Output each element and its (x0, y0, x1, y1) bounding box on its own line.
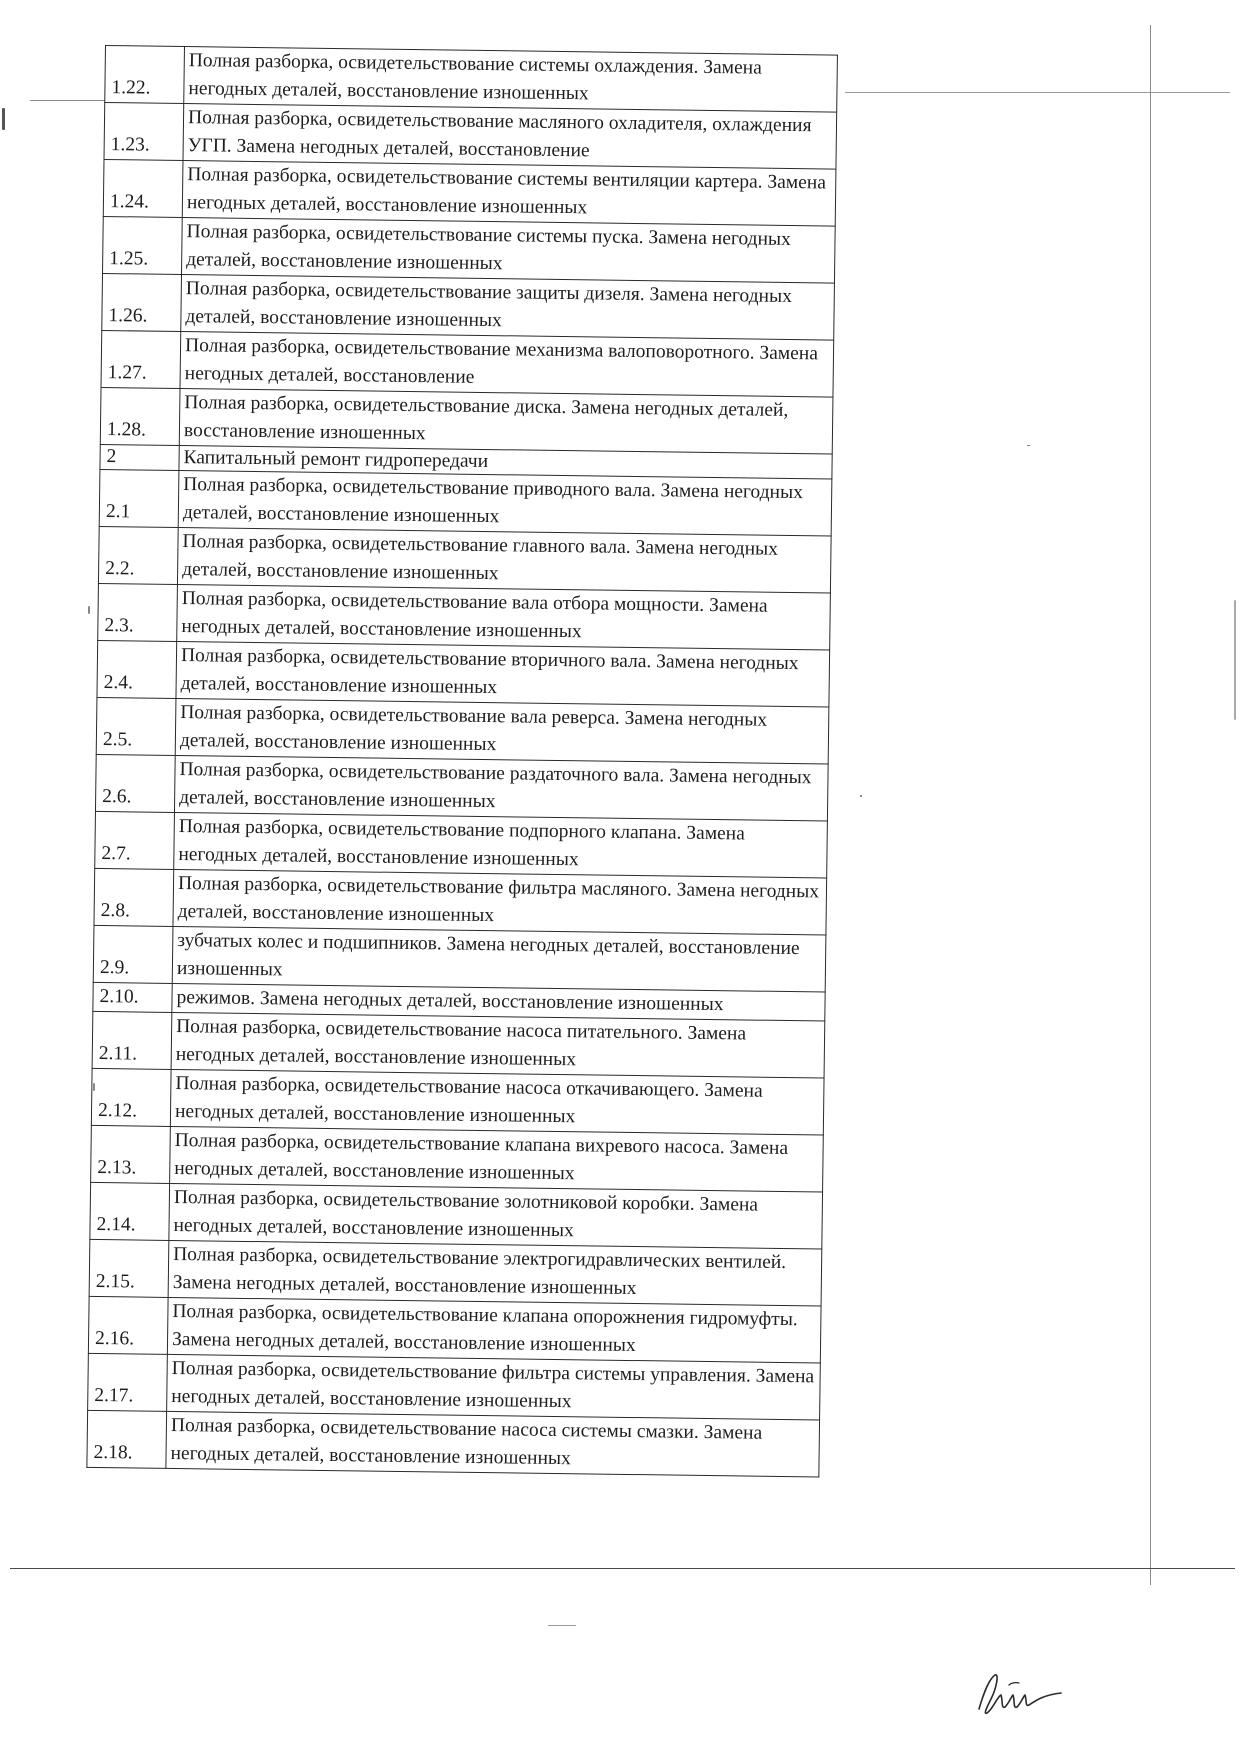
scan-artifact-line-right-top (845, 92, 1230, 93)
scan-artifact-line-top (30, 100, 105, 101)
table-row (92, 1011, 825, 1078)
item-number: 2.10. (93, 982, 172, 1012)
scan-artifact-line-bottom (10, 1568, 1235, 1569)
item-number: 2.11. (92, 1011, 172, 1069)
item-description: Полная разборка, освидетельствование механизма валоповоротного. Замена негодных деталей, восстановление (180, 332, 834, 398)
handwritten-signature-icon (975, 1665, 1065, 1720)
work-items-table (86, 45, 838, 1477)
item-number: 2.16. (88, 1296, 168, 1354)
section-title: Капитальный ремонт гидропередачи (179, 446, 832, 480)
table-row (95, 811, 828, 878)
item-description: Полная разборка, освидетельствование главного вала. Замена негодных деталей, восстановление изношенных (177, 527, 831, 593)
table-row (93, 925, 826, 992)
work-items-table-body (87, 46, 838, 1477)
item-number: 2.3. (98, 583, 178, 641)
scan-speck (1027, 445, 1030, 446)
table-row (101, 330, 834, 397)
item-description: Полная разборка, освидетельствование золотниковой коробки. Замена негодных деталей, восстановление изношенных (169, 1183, 823, 1249)
table-row (102, 273, 835, 340)
table-row (95, 754, 828, 821)
table-row (87, 1410, 820, 1477)
scan-speck (88, 606, 90, 614)
item-number: 2.17. (88, 1353, 168, 1411)
scan-speck (1234, 600, 1236, 720)
item-number: 2.5. (96, 697, 176, 755)
item-description: режимов. Замена негодных деталей, восстановление изношенных (172, 983, 825, 1021)
scan-speck (860, 795, 862, 797)
item-description: Полная разборка, освидетельствование электрогидравлических вентилей. Замена негодных деталей, восстановление изношенных (168, 1240, 822, 1306)
item-description: Полная разборка, освидетельствование приводного вала. Замена негодных деталей, восстановление изношенных (178, 471, 832, 537)
item-description: Полная разборка, освидетельствование раздаточного вала. Замена негодных деталей, восстановление изношенных (174, 755, 828, 821)
table-row (98, 583, 831, 650)
table-row (89, 1239, 822, 1306)
table-row (96, 697, 829, 764)
item-description: Полная разборка, освидетельствование насоса откачивающего. Замена негодных деталей, восстановление изношенных (170, 1069, 824, 1135)
item-number: 2.13. (91, 1125, 171, 1183)
item-number: 2.1 (99, 469, 179, 527)
table-row (94, 868, 827, 935)
table-row (91, 1068, 824, 1135)
table-row (104, 103, 837, 170)
item-number: 2.9. (93, 925, 173, 983)
item-description: Полная разборка, освидетельствование вторичного вала. Замена негодных деталей, восстановление изношенных (176, 641, 830, 707)
item-description: Полная разборка, освидетельствование диска. Замена негодных деталей, восстановление изношенных (179, 389, 833, 455)
table-row (97, 640, 830, 707)
item-number: 2.12. (91, 1068, 171, 1126)
item-description: Полная разборка, освидетельствование системы охлаждения. Замена негодных деталей, восстановление изношенных (184, 47, 838, 113)
item-number: 2.15. (89, 1239, 169, 1297)
item-description: Полная разборка, освидетельствование клапана вихревого насоса. Замена негодных деталей, восстановление изношенных (170, 1126, 824, 1192)
item-description: Полная разборка, освидетельствование насоса системы смазки. Замена негодных деталей, восстановление изношенных (166, 1411, 820, 1477)
table-row (99, 469, 832, 536)
item-description: Полная разборка, освидетельствование системы вентиляции картера. Замена негодных деталей, восстановление изношенных (182, 161, 836, 227)
table-row (98, 526, 831, 593)
table-row (91, 1125, 824, 1192)
item-description: Полная разборка, освидетельствование подпорного клапана. Замена негодных деталей, восстановление изношенных (174, 812, 828, 878)
scan-speck (2, 108, 5, 130)
item-number: 2.4. (97, 640, 177, 698)
item-number: 2.14. (90, 1182, 170, 1240)
section-number: 2 (100, 444, 179, 470)
item-description: Полная разборка, освидетельствование фильтра масляного. Замена негодных деталей, восстановление изношенных (173, 869, 827, 935)
item-number: 2.18. (87, 1410, 167, 1468)
item-number: 2.2. (98, 526, 178, 584)
item-description: Полная разборка, освидетельствование масляного охладителя, охлаждения УГП. Замена негодных деталей, восстановление (183, 104, 837, 170)
item-number: 1.27. (101, 330, 181, 388)
item-description: Полная разборка, освидетельствование системы пуска. Замена негодных деталей, восстановление изношенных (182, 218, 836, 284)
item-number: 2.6. (95, 754, 175, 812)
table-row (100, 387, 833, 454)
item-description: Полная разборка, освидетельствование вала отбора мощности. Замена негодных деталей, восстановление изношенных (177, 584, 831, 650)
item-description: Полная разборка, освидетельствование вала реверса. Замена негодных деталей, восстановление изношенных (175, 698, 829, 764)
item-description: зубчатых колес и подшипников. Замена негодных деталей, восстановление изношенных (172, 926, 826, 992)
table-row (90, 1182, 823, 1249)
item-number: 1.26. (102, 273, 182, 331)
item-number: 1.28. (100, 387, 180, 445)
item-description: Полная разборка, освидетельствование защиты дизеля. Замена негодных деталей, восстановление изношенных (181, 275, 835, 341)
item-number: 2.8. (94, 868, 174, 926)
item-description: Полная разборка, освидетельствование фильтра системы управления. Замена негодных деталей, восстановление изношенных (167, 1354, 821, 1420)
scan-artifact-vertical-right (1150, 25, 1151, 1585)
item-description: Полная разборка, освидетельствование клапана опорожнения гидромуфты. Замена негодных деталей, восстановление изношенных (167, 1297, 821, 1363)
scan-speck (548, 1625, 576, 1626)
table-row (105, 46, 838, 113)
table-row (103, 159, 836, 226)
table-row (88, 1296, 821, 1363)
item-number: 2.7. (95, 811, 175, 869)
item-number: 1.24. (103, 159, 183, 217)
item-number: 1.25. (103, 216, 183, 274)
table-row (103, 216, 836, 283)
table-row (88, 1353, 821, 1420)
item-number: 1.22. (105, 46, 185, 104)
item-description: Полная разборка, освидетельствование насоса питательного. Замена негодных деталей, восстановление изношенных (171, 1012, 825, 1078)
item-number: 1.23. (104, 103, 184, 161)
